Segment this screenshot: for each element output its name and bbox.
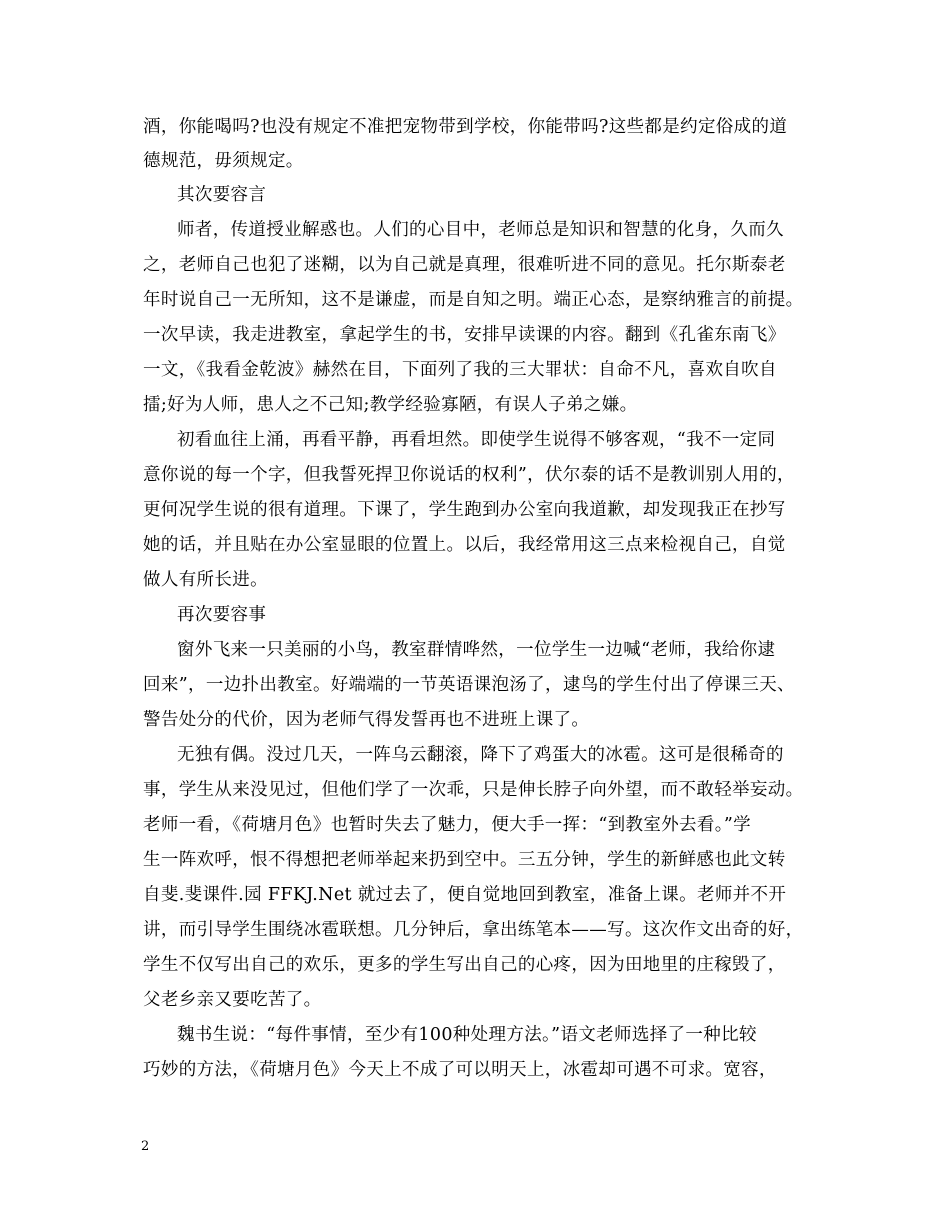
text-line: 讲，而引导学生围绕冰雹联想。几分钟后，拿出练笔本——写。这次作文出奇的好， <box>143 920 804 940</box>
text-line: 更何况学生说的很有道理。下课了，学生跑到办公室向我道歉，却发现我正在抄写 <box>143 500 786 520</box>
text-line: 一次早读，我走进教室，拿起学生的书，安排早读课的内容。翻到《孔雀东南飞》 <box>143 325 786 345</box>
text-line: 酒，你能喝吗?也没有规定不准把宠物带到学校，你能带吗?这些都是约定俗成的道 <box>143 117 788 137</box>
section-heading: 其次要容言 <box>177 185 267 205</box>
text-line: 回来”，一边扑出教室。好端端的一节英语课泡汤了，逮鸟的学生付出了停课三天、 <box>143 675 795 695</box>
text-line: 德规范，毋须规定。 <box>143 151 304 171</box>
text-line: 她的话，并且贴在办公室显眼的位置上。以后，我经常用这三点来检视自己，自觉 <box>143 535 786 555</box>
text-line: 魏书生说：“每件事情，至少有100种处理方法。”语文老师选择了一种比较 <box>177 1025 757 1045</box>
text-line: 巧妙的方法，《荷塘月色》今天上不成了可以明天上，冰雹却可遇不可求。宽容， <box>143 1060 777 1080</box>
text-line: 事，学生从来没见过，但他们学了一次乖，只是伸长脖子向外望，而不敢轻举妄动。 <box>143 780 804 800</box>
section-heading: 再次要容事 <box>177 605 267 625</box>
text-line: 做人有所长进。 <box>143 570 268 590</box>
text-line: 初看血往上涌，再看平静，再看坦然。即使学生说得不够客观，“我不一定同 <box>177 430 776 450</box>
text-line: 生一阵欢呼，恨不得想把老师举起来扔到空中。三五分钟，学生的新鲜感也此文转 <box>143 850 786 870</box>
text-line: 窗外飞来一只美丽的小鸟，教室群情哗然，一位学生一边喊“老师，我给你逮 <box>177 640 776 660</box>
text-line: 之，老师自己也犯了迷糊，以为自己就是真理，很难听进不同的意见。托尔斯泰老 <box>143 255 786 275</box>
text-line: 无独有偶。没过几天，一阵乌云翻滚，降下了鸡蛋大的冰雹。这可是很稀奇的 <box>177 745 784 765</box>
text-line: 老师一看，《荷塘月色》也暂时失去了魅力，便大手一挥：“到教室外去看。”学 <box>143 815 751 835</box>
text-line: 一文，《我看金乾波》赫然在目，下面列了我的三大罪状：自命不凡，喜欢自吹自 <box>143 360 777 380</box>
text-line: 自斐.斐课件.园 FFKJ.Net 就过去了，便自觉地回到教室，准备上课。老师并不开 <box>143 885 787 905</box>
text-line: 擂;好为人师，患人之不己知;教学经验寡陋，有误人子弟之嫌。 <box>143 395 638 415</box>
text-line: 年时说自己一无所知，这不是谦虚，而是自知之明。端正心态，是察纳雅言的前提。 <box>143 290 804 310</box>
text-line: 父老乡亲又要吃苦了。 <box>143 990 322 1010</box>
text-line: 警告处分的代价，因为老师气得发誓再也不进班上课了。 <box>143 710 590 730</box>
text-line: 学生不仅写出自己的欢乐，更多的学生写出自己的心疼，因为田地里的庄稼毁了， <box>143 955 786 975</box>
page-number: 2 <box>141 1139 150 1154</box>
text-line: 意你说的每一个字，但我誓死捍卫你说话的权利”，伏尔泰的话不是教训别人用的， <box>143 465 795 485</box>
text-line: 师者，传道授业解惑也。人们的心目中，老师总是知识和智慧的化身，久而久 <box>177 220 784 240</box>
